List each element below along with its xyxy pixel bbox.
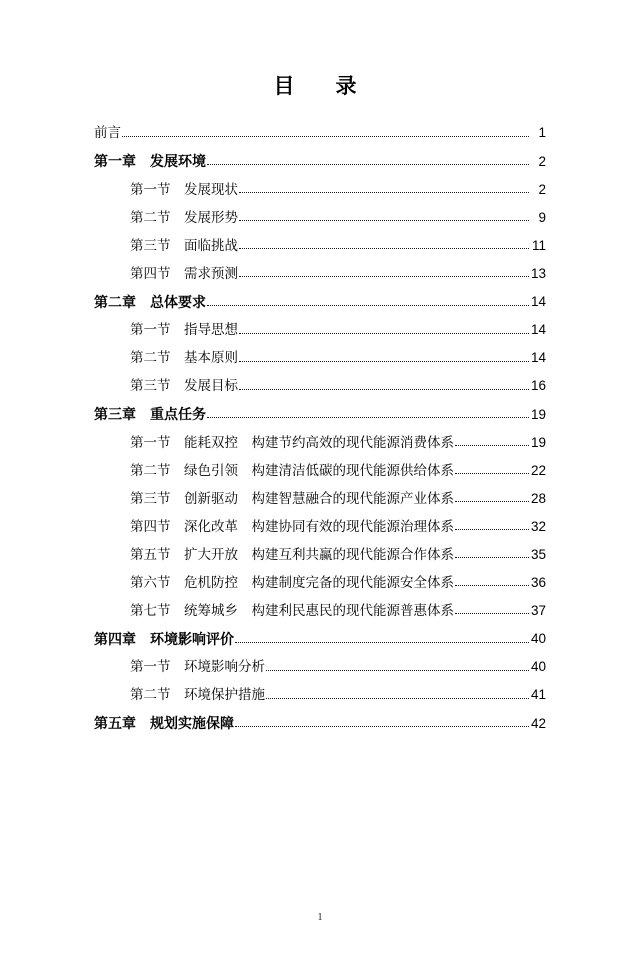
toc-entry[interactable] [94,464,546,478]
toc-entry-page-number: 14 [530,350,546,365]
toc-entry-label: 第二节 绿色引领 构建清洁低碳的现代能源供给体系 [130,462,454,478]
toc-entry-page-number: 2 [538,181,546,197]
toc-leader-dots [266,663,529,671]
toc-entry[interactable] [94,323,546,337]
toc-leader-dots [455,494,529,502]
toc-entry[interactable] [94,407,546,421]
toc-entry-page-number: 40 [530,659,546,674]
toc-entry-page-number: 9 [538,209,546,225]
toc-entry-label: 第一节 环境影响分析 [130,659,265,674]
toc-entry-label: 第一节 发展现状 [130,181,238,197]
toc-entry[interactable] [94,660,546,674]
toc-entry-label: 第一章 发展环境 [94,153,206,169]
toc-entry-label: 第一节 能耗双控 构建节约高效的现代能源消费体系 [130,434,454,450]
toc-entry-label: 第二章 总体要求 [94,293,206,310]
toc-entry-page-number: 42 [530,715,546,731]
toc-leader-dots [122,129,529,137]
toc-entry-page-number: 41 [530,687,546,702]
toc-entry[interactable] [94,126,546,140]
toc-leader-dots [455,578,529,586]
toc-entry-page-number: 32 [530,518,546,534]
toc-leader-dots [239,241,529,249]
toc-leader-dots [207,410,529,418]
toc-entry-page-number: 14 [530,294,546,309]
toc-entry-label: 第三节 发展目标 [130,378,238,393]
footer-page-number: 1 [317,912,323,923]
toc-leader-dots [239,326,529,334]
toc-leader-dots [455,466,529,474]
toc-entry-page-number: 14 [530,322,546,337]
toc-leader-dots [455,606,529,614]
toc-entry-label: 第四节 深化改革 构建协同有效的现代能源治理体系 [130,518,454,534]
toc-entry[interactable] [94,520,546,534]
toc-entry-label: 第二节 基本原则 [130,350,238,365]
toc-entry-label: 第二节 环境保护措施 [130,687,265,702]
toc-entry[interactable] [94,379,546,393]
toc-entry-label: 第四节 需求预测 [130,265,238,281]
toc-entry-label: 第三节 创新驱动 构建智慧融合的现代能源产业体系 [130,490,454,506]
toc-entry-page-number: 40 [530,631,546,646]
toc-leader-dots [239,382,529,390]
toc-leader-dots [455,438,529,446]
toc-entry-label: 第一节 指导思想 [130,322,238,337]
toc-entry[interactable] [94,351,546,365]
toc-entry-label: 第二节 发展形势 [130,209,238,225]
toc-entry[interactable] [94,716,546,730]
toc-entry[interactable] [94,604,546,618]
toc-entry-label: 第六节 危机防控 构建制度完备的现代能源安全体系 [130,574,454,590]
page-title: 目 录 [273,75,367,98]
toc-leader-dots [239,213,529,221]
toc-leader-dots [207,298,529,306]
toc-entry-page-number: 28 [530,490,546,506]
toc-leader-dots [266,691,529,699]
toc-entry-label: 第七节 统筹城乡 构建利民惠民的现代能源普惠体系 [130,602,454,618]
toc-leader-dots [207,157,529,165]
toc-entry-page-number: 22 [530,462,546,478]
toc-entry[interactable] [94,183,546,197]
toc-entry-page-number: 1 [538,125,546,140]
toc-entry-page-number: 13 [530,265,546,281]
toc-entry-page-number: 37 [530,602,546,618]
toc-entry-page-number: 35 [530,546,546,562]
toc-entry-page-number: 19 [530,406,546,422]
toc-entry-label: 第三章 重点任务 [94,406,206,422]
toc-entry[interactable] [94,154,546,168]
toc-leader-dots [455,522,529,530]
toc-entry[interactable] [94,548,546,562]
toc-entry[interactable] [94,267,546,281]
toc-entry[interactable] [94,492,546,506]
toc-entry[interactable] [94,211,546,225]
toc-entry-label: 前言 [94,125,121,140]
toc-entry-page-number: 11 [531,237,546,253]
toc-entry-label: 第三节 面临挑战 [130,237,238,253]
toc-entry-page-number: 2 [538,153,546,169]
toc-leader-dots [239,185,529,193]
toc-leader-dots [235,635,529,643]
toc-leader-dots [455,550,529,558]
toc-entry-page-number: 16 [530,378,546,393]
toc-leader-dots [235,719,529,727]
toc-leader-dots [239,269,529,277]
toc-entry-page-number: 19 [530,434,546,450]
table-of-contents [94,126,546,730]
toc-entry-page-number: 36 [530,574,546,590]
document-page [0,70,640,975]
toc-entry-label: 第五节 扩大开放 构建互利共赢的现代能源合作体系 [130,546,454,562]
toc-entry[interactable] [94,632,546,646]
toc-entry[interactable] [94,436,546,450]
toc-leader-dots [239,354,529,362]
toc-entry[interactable] [94,239,546,253]
toc-entry[interactable] [94,688,546,702]
toc-entry[interactable] [94,576,546,590]
toc-entry[interactable] [94,295,546,309]
toc-entry-label: 第五章 规划实施保障 [94,715,234,731]
toc-entry-label: 第四章 环境影响评价 [94,630,234,647]
